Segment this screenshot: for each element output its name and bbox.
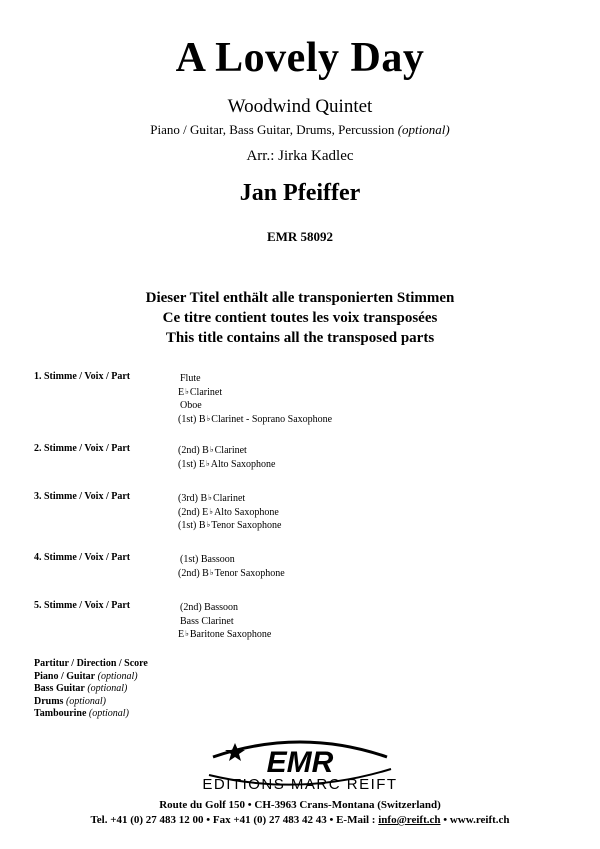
publisher-contact [0, 814, 600, 826]
flat-sign: ♭ [185, 386, 189, 396]
instrument-line [178, 567, 285, 581]
part-instruments [178, 492, 281, 533]
instrument-name: Flute [180, 373, 201, 384]
instrument-name: Tenor Saxophone [214, 567, 285, 579]
instrument-prefix: (2nd) B [178, 445, 209, 456]
notice-french: Ce titre contient toutes les voix transposées [162, 310, 438, 326]
part-instruments [178, 553, 285, 580]
extra-item [34, 683, 148, 696]
flat-sign: ♭ [209, 445, 214, 454]
flat-sign: ♭ [209, 567, 214, 577]
instrument-line [178, 615, 271, 629]
instrument-prefix: E [178, 386, 185, 398]
extra-name: Piano / Guitar [34, 670, 96, 682]
extra-item [34, 658, 148, 671]
instrument-line [178, 458, 275, 472]
instrument-prefix: (1st) E [178, 458, 205, 470]
instrument-prefix: (1st) B [178, 520, 206, 531]
instrumentation-text: Piano / Guitar, Bass Guitar, Drums, Percussion [150, 122, 395, 137]
part-instruments [178, 601, 271, 642]
instrument-prefix: (1st) B [178, 413, 206, 425]
extras-list [34, 658, 148, 721]
email-link[interactable]: info@reift.ch [378, 814, 441, 826]
instrument-name: Alto Saxophone [214, 506, 279, 518]
instrument-prefix: (3rd) B [178, 493, 208, 504]
logo-text: EMR [266, 746, 334, 779]
instrument-name: Clarinet [212, 493, 246, 504]
part-label: 4. Stimme / Voix / Part [34, 552, 131, 563]
part-label: 5. Stimme / Voix / Part [34, 600, 131, 611]
part-label: 3. Stimme / Voix / Part [34, 491, 131, 502]
instrumentation [0, 122, 600, 138]
instrument-line [178, 399, 332, 413]
flat-sign: ♭ [185, 629, 189, 638]
instrument-line [178, 444, 275, 458]
extra-note: (optional) [88, 708, 129, 719]
part-label: 2. Stimme / Voix / Part [34, 443, 131, 454]
extra-name: Drums [34, 695, 64, 707]
flat-sign: ♭ [205, 458, 210, 468]
instrument-line [178, 519, 281, 533]
catalog-number: EMR 58092 [266, 229, 334, 244]
flat-sign: ♭ [206, 520, 211, 529]
extra-item [34, 671, 148, 684]
instrument-line [178, 553, 285, 567]
instrument-name: Alto Saxophone [210, 458, 276, 470]
instrument-name: Bass Clarinet [180, 615, 234, 627]
instrument-prefix: E [178, 629, 185, 640]
transposition-notice [0, 288, 600, 348]
publisher-address: Route du Golf 150 • CH-3963 Crans-Montana (Switzerland) [159, 799, 441, 811]
part-instruments [178, 372, 332, 426]
instrument-name: Clarinet - Soprano Saxophone [211, 413, 333, 425]
instrument-name: (2nd) Bassoon [180, 602, 239, 613]
flat-sign: ♭ [209, 506, 214, 516]
extra-note: (optional) [97, 670, 138, 682]
extra-note: (optional) [87, 683, 128, 694]
instrument-name: Clarinet [214, 445, 247, 456]
instrument-prefix: (2nd) B [178, 567, 209, 579]
instrument-line [178, 628, 271, 642]
instrument-line [178, 601, 271, 615]
subtitle: Woodwind Quintet [227, 96, 373, 117]
contact-phone-fax: Tel. +41 (0) 27 483 12 00 • Fax +41 (0) 27 483 42 43 • E-Mail : [90, 814, 379, 826]
instrument-line [178, 506, 281, 520]
instrument-prefix: (2nd) E [178, 506, 209, 518]
instrument-line [178, 492, 281, 506]
extra-name: Tambourine [34, 708, 87, 719]
part-label: 1. Stimme / Voix / Part [34, 371, 131, 382]
title: A Lovely Day [175, 35, 425, 81]
part-instruments [178, 444, 275, 471]
contact-website[interactable]: • www.reift.ch [440, 814, 510, 826]
instrument-line [178, 372, 332, 386]
arranger: Arr.: Jirka Kadlec [246, 148, 354, 164]
instrument-name: Oboe [180, 400, 202, 411]
extra-name: Partitur / Direction / Score [34, 658, 148, 669]
flat-sign: ♭ [206, 413, 211, 423]
extra-name: Bass Guitar [34, 683, 85, 694]
composer: Jan Pfeiffer [239, 180, 361, 206]
instrument-line [178, 386, 332, 400]
instrument-name: Clarinet [189, 386, 223, 398]
instrumentation-optional: (optional) [397, 122, 450, 137]
extra-item [34, 696, 148, 709]
instrument-name: (1st) Bassoon [180, 554, 235, 565]
publisher-name: EDITIONS MARC REIFT [202, 776, 398, 793]
notice-german: Dieser Titel enthält alle transponierten Stimmen [145, 290, 455, 306]
instrument-name: Baritone Saxophone [189, 629, 272, 640]
extra-item [34, 708, 148, 721]
instrument-name: Tenor Saxophone [211, 520, 282, 531]
flat-sign: ♭ [208, 493, 212, 502]
extra-note: (optional) [65, 695, 106, 707]
notice-english: This title contains all the transposed parts [165, 330, 435, 346]
instrument-line [178, 413, 332, 427]
